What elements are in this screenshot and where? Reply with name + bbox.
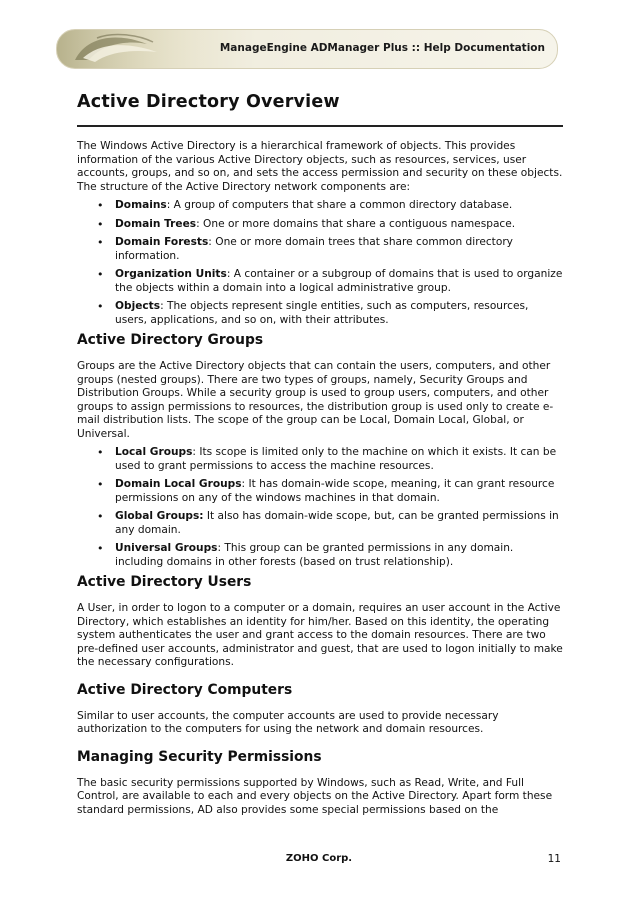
footer-company: ZOHO Corp.	[285, 853, 353, 864]
intro-paragraph: The Windows Active Directory is a hierarchical framework of objects. This provides information of the various Active Directory objects, such as resources, services, user accounts, groups, and so on, and sets the access permission and security on these objects. The structure of the Active Directory network components are:	[77, 140, 563, 193]
page-number: 11	[547, 853, 561, 865]
computers-heading: Active Directory Computers	[77, 681, 293, 698]
computers-paragraph: Similar to user accounts, the computer accounts are used to provide necessary authorization to the computers for using the network and domain resources.	[77, 709, 499, 735]
groups-heading: Active Directory Groups	[77, 332, 264, 348]
list-item: • Organization Units: A container or a subgroup of domains that is used to organize the objects within a domain into a logical administrative group.	[77, 268, 563, 295]
list-item: • Global Groups: It also has domain-wide scope, but, can be granted permissions in any domain.	[77, 510, 563, 537]
security-paragraph: The basic security permissions supported by Windows, such as Read, Write, and Full Control, are available to each and every objects on the Active Directory. Apart form these standard permissions, AD also provides some special permissions based on the	[77, 776, 553, 816]
security-heading: Managing Security Permissions	[77, 748, 322, 765]
groups-list	[77, 446, 563, 569]
components-list	[77, 199, 563, 327]
page-title: Active Directory Overview	[77, 92, 563, 127]
list-item: • Domain Local Groups: It has domain-wide scope, meaning, it can grant resource permissions on any of the windows machines in that domain.	[77, 478, 563, 505]
list-item: • Universal Groups: This group can be granted permissions in any domain. including domains in other forests (based on trust relationship).	[77, 542, 563, 569]
document-body	[77, 92, 563, 817]
list-item: • Domain Trees: One or more domains that share a contiguous namespace.	[77, 218, 563, 232]
header-banner	[56, 29, 558, 69]
list-item: • Domain Forests: One or more domain trees that share common directory information.	[77, 236, 563, 263]
list-item: • Local Groups: Its scope is limited only to the machine on which it exists. It can be used to grant permissions to access the machine resources.	[77, 446, 563, 473]
users-paragraph: A User, in order to logon to a computer or a domain, requires an user account in the Active Directory, which establishes an identity for him/her. Based on this identity, the operating system authenticates the user and grant access to the domain resources. There are two pre-defined user accounts, administrator and guest, that are used to logon initially to make the necessary configurations.	[77, 602, 563, 668]
groups-paragraph: Groups are the Active Directory objects that can contain the users, computers, and other groups (nested groups). There are two types of groups, namely, Security Groups and Distribution Groups. While a security group is used to group users, computers, and other groups to assign permissions to resources, the distribution group is used only to create e-mail distribution lists. The scope of the group can be Local, Domain Local, Global, or Universal.	[77, 360, 554, 440]
list-item: • Domains: A group of computers that share a common directory database.	[77, 199, 563, 213]
header-title: ManageEngine ADManager Plus :: Help Documentation	[219, 42, 545, 54]
list-item: • Objects: The objects represent single entities, such as computers, resources, users, applications, and so on, with their attributes.	[77, 300, 563, 327]
users-heading: Active Directory Users	[77, 574, 252, 590]
banner-swirl-graphic	[57, 30, 207, 68]
